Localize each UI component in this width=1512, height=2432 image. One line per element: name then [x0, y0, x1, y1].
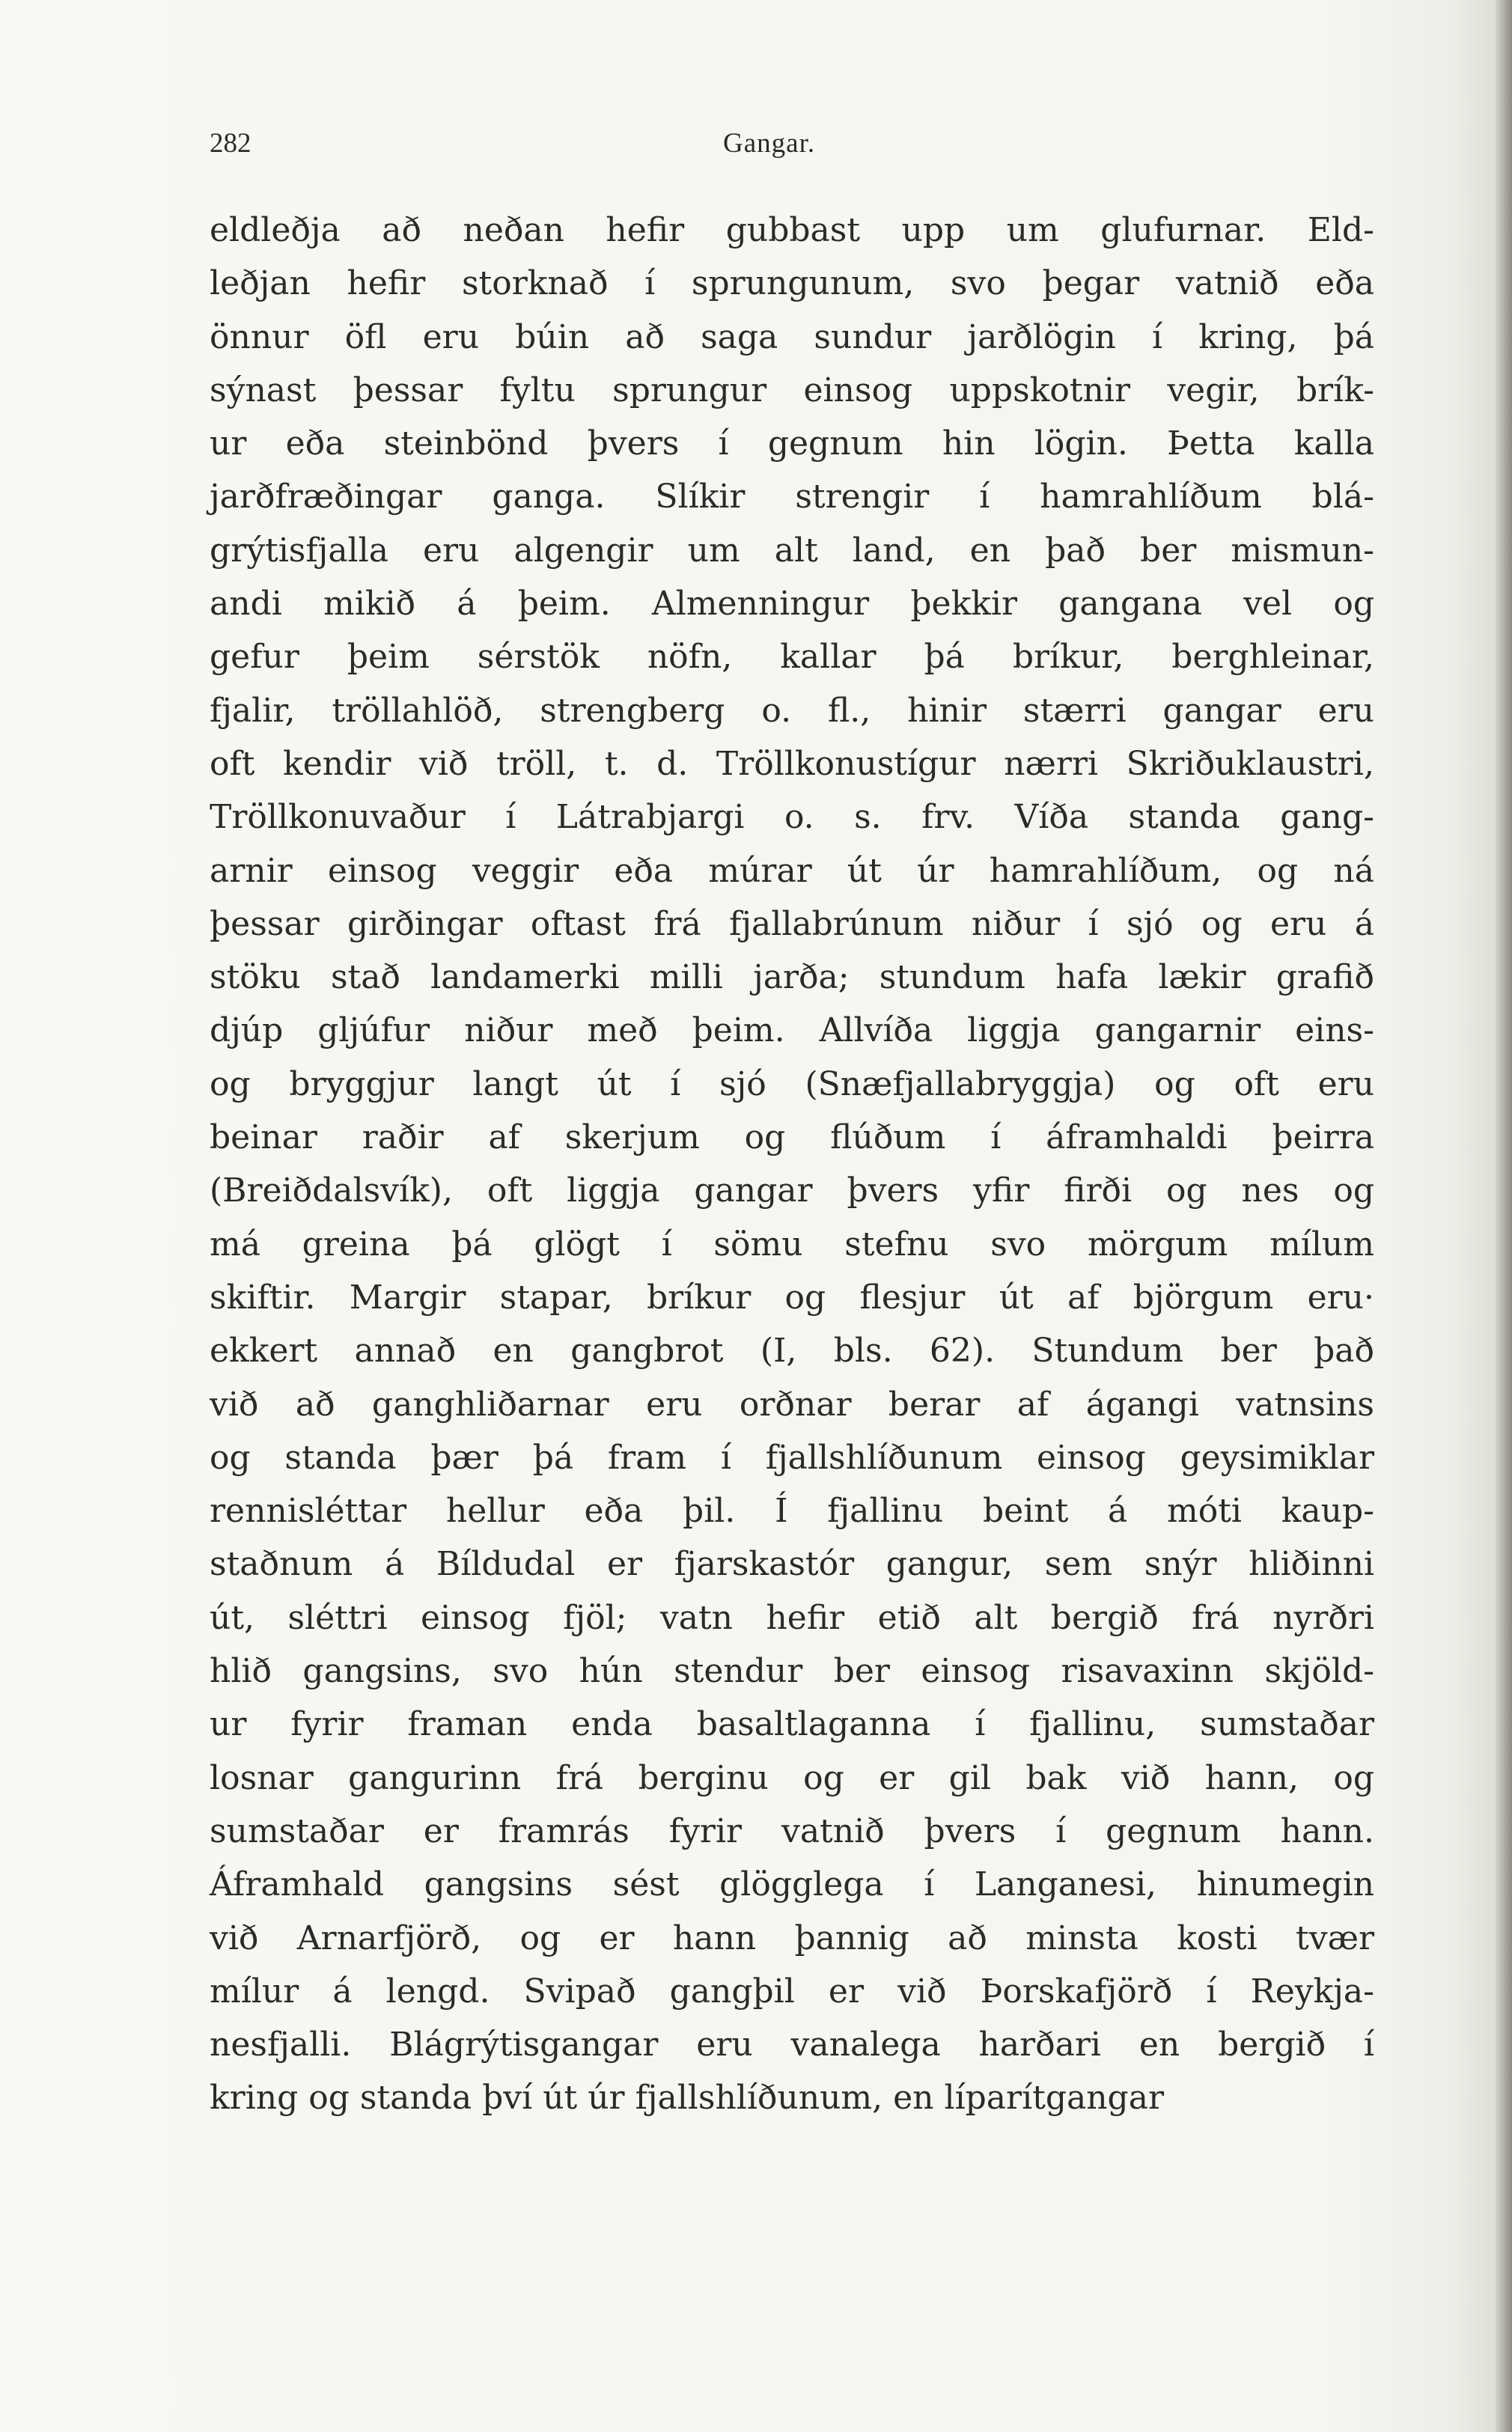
text-line: kring og standa því út úr fjallshlíðunum, en líparítgangar — [210, 2079, 1164, 2118]
text-line: eldleðja að neðan hefir gubbast upp um glufurnar. Eld- — [210, 211, 1374, 249]
text-line: (Breiðdalsvík), oft liggja gangar þvers yfir firði og nes og — [210, 1171, 1374, 1210]
text-line: andi mikið á þeim. Almenningur þekkir gangana vel og — [210, 585, 1374, 624]
text-line: grýtisfjalla eru algengir um alt land, en það ber mismun- — [210, 531, 1374, 570]
running-title: Gangar. — [723, 128, 816, 159]
text-line: arnir einsog veggir eða múrar út úr hamrahlíðum, og ná — [210, 851, 1374, 890]
text-line: og bryggjur langt út í sjó (Snæfjallabryggja) og oft eru — [210, 1064, 1374, 1103]
text-line: þessar girðingar oftast frá fjallabrúnum niður í sjó og eru á — [210, 904, 1374, 943]
text-line: djúp gljúfur niður með þeim. Allvíða liggja gangarnir eins- — [210, 1011, 1374, 1050]
text-line: skiftir. Margir stapar, bríkur og flesjur út af björgum eru· — [210, 1278, 1374, 1317]
text-line: mílur á lengd. Svipað gangþil er við Þorskafjörð í Reykja- — [210, 1972, 1374, 2011]
text-line: fjalir, tröllahlöð, strengberg o. fl., hinir stærri gangar eru — [210, 691, 1374, 730]
text-line: nesfjalli. Blágrýtisgangar eru vanalega harðari en bergið í — [210, 2026, 1374, 2064]
text-line: leðjan hefir storknað í sprungunum, svo þegar vatnið eða — [210, 264, 1374, 303]
text-line: ekkert annað en gangbrot (I, bls. 62). Stundum ber það — [210, 1332, 1374, 1371]
text-line: Tröllkonuvaður í Látrabjargi o. s. frv. Víða standa gang- — [210, 798, 1374, 837]
text-line: við Arnarfjörð, og er hann þannig að minsta kosti tvær — [210, 1919, 1374, 1957]
text-line: önnur öfl eru búin að saga sundur jarðlögin í kring, þá — [210, 317, 1374, 356]
text-line: sýnast þessar fyltu sprungur einsog uppskotnir vegir, brík- — [210, 371, 1374, 409]
text-line: losnar gangurinn frá berginu og er gil bak við hann, og — [210, 1758, 1374, 1797]
text-line: ur eða steinbönd þvers í gegnum hin lögin. Þetta kalla — [210, 424, 1374, 463]
text-line: út, sléttri einsog fjöl; vatn hefir etið alt bergið frá nyrðri — [210, 1598, 1374, 1637]
text-line: og standa þær þá fram í fjallshlíðunum einsog geysimiklar — [210, 1438, 1374, 1477]
body-text — [210, 204, 1374, 2125]
text-line: ur fyrir framan enda basaltlaganna í fjallinu, sumstaðar — [210, 1705, 1374, 1744]
page-header — [210, 124, 1377, 163]
text-line: staðnum á Bíldudal er fjarskastór gangur, sem snýr hliðinni — [210, 1545, 1374, 1584]
text-line: Áframhald gangsins sést glögglega í Langanesi, hinumegin — [210, 1865, 1374, 1904]
text-line: sumstaðar er framrás fyrir vatnið þvers í gegnum hann. — [210, 1811, 1374, 1850]
text-line: jarðfræðingar ganga. Slíkir strengir í hamrahlíðum blá- — [210, 478, 1374, 516]
text-line: oft kendir við tröll, t. d. Tröllkonustígur nærri Skriðuklaustri, — [210, 744, 1374, 783]
text-line: gefur þeim sérstök nöfn, kallar þá bríkur, berghleinar, — [210, 638, 1374, 677]
text-line: má greina þá glögt í sömu stefnu svo mörgum mílum — [210, 1225, 1374, 1264]
text-line: hlið gangsins, svo hún stendur ber einsog risavaxinn skjöld- — [210, 1652, 1374, 1691]
text-line: við að ganghliðarnar eru orðnar berar af ágangi vatnsins — [210, 1385, 1374, 1424]
text-line: beinar raðir af skerjum og flúðum í áframhaldi þeirra — [210, 1118, 1374, 1157]
page-edge-shadow — [1496, 0, 1512, 2432]
text-line: rennisléttar hellur eða þil. Í fjallinu beint á móti kaup- — [210, 1492, 1374, 1531]
text-line: stöku stað landamerki milli jarða; stundum hafa lækir grafið — [210, 958, 1374, 997]
page-number: 282 — [210, 128, 252, 159]
